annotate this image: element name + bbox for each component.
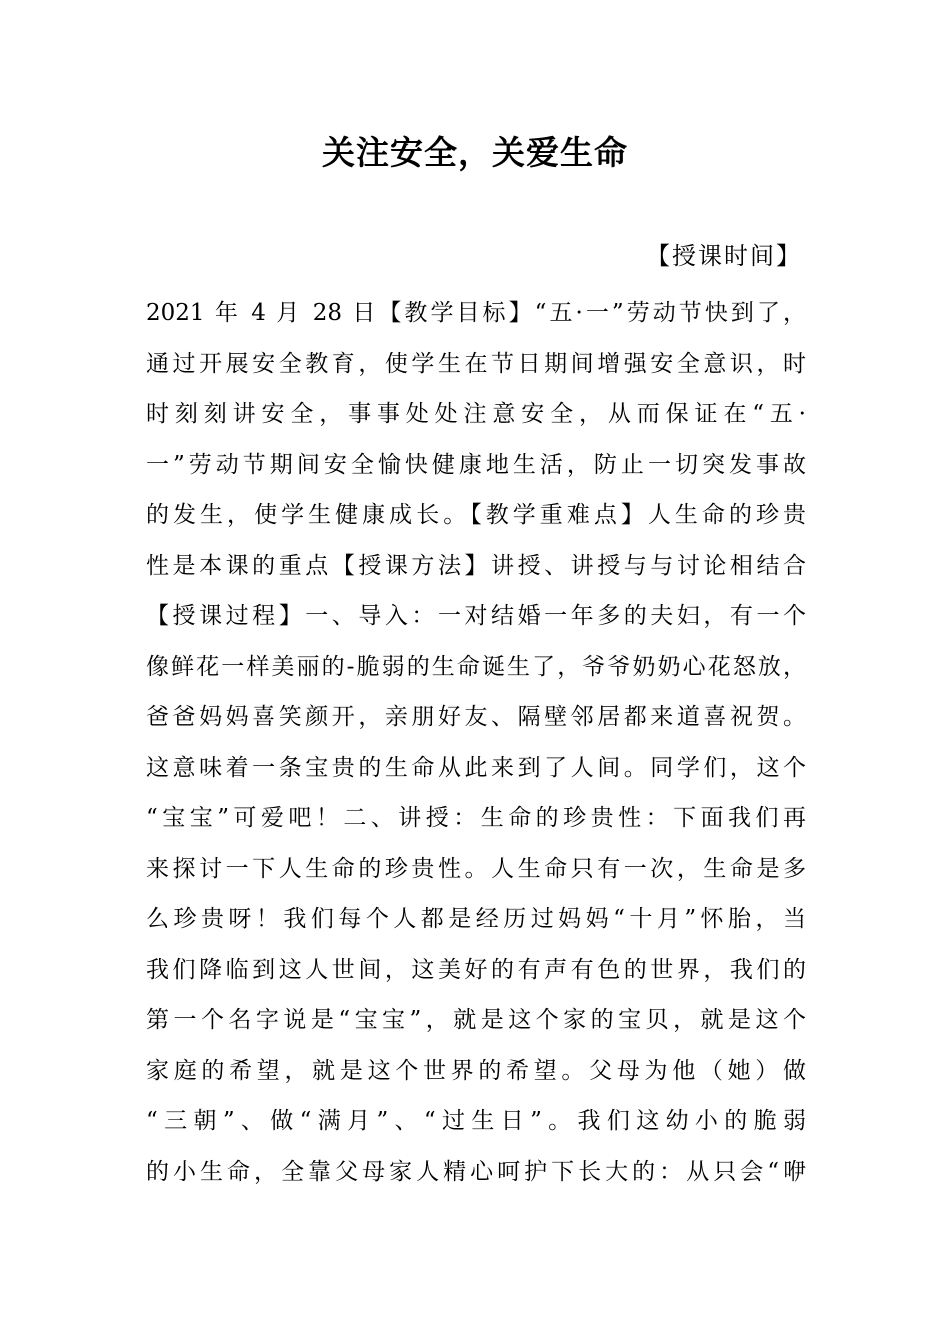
text-line: 家庭的希望，就是这个世界的希望。父母为他（她）做 [146,1057,806,1084]
text-line: 的发生，使学生健康成长。【教学重难点】人生命的珍贵 [146,502,806,528]
class-time-label: 【授课时间】 [646,242,802,270]
text-line: 来探讨一下人生命的珍贵性。人生命只有一次，生命是多 [146,855,806,882]
body-text [146,288,806,1197]
text-line: 时刻刻讲安全，事事处处注意安全，从而保证在“五· [146,401,806,427]
text-line: 一”劳动节期间安全愉快健康地生活，防止一切突发事故 [146,451,806,478]
document-title: 关注安全，关爱生命 [322,133,628,172]
text-line: 么珍贵呀！我们每个人都是经历过妈妈“十月”怀胎，当 [146,906,806,932]
text-line: 【授课过程】一、导入：一对结婚一年多的夫妇，有一个 [146,603,806,629]
text-line: 我们降临到这人世间，这美好的有声有色的世界，我们的 [146,956,806,983]
text-line: 的小生命，全靠父母家人精心呵护下长大的：从只会“咿 [146,1158,806,1185]
text-line: 像鲜花一样美丽的-脆弱的生命诞生了，爷爷奶奶心花怒放， [146,653,806,680]
text-line: “三朝”、做“满月”、“过生日”。我们这幼小的脆弱 [146,1108,806,1134]
text-line: 通过开展安全教育，使学生在节日期间增强安全意识，时 [146,350,806,377]
text-line: 这意味着一条宝贵的生命从此来到了人间。同学们，这个 [146,754,806,781]
text-line: 2021 年 4 月 28 日【教学目标】“五·一”劳动节快到了， [146,300,806,326]
text-line: 性是本课的重点【授课方法】讲授、讲授与与讨论相结合 [146,552,806,579]
text-line: “宝宝”可爱吧！二、讲授：生命的珍贵性：下面我们再 [146,805,806,831]
text-line: 爸爸妈妈喜笑颜开，亲朋好友、隔壁邻居都来道喜祝贺。 [146,704,806,730]
text-line: 第一个名字说是“宝宝”，就是这个家的宝贝，就是这个 [146,1007,806,1033]
